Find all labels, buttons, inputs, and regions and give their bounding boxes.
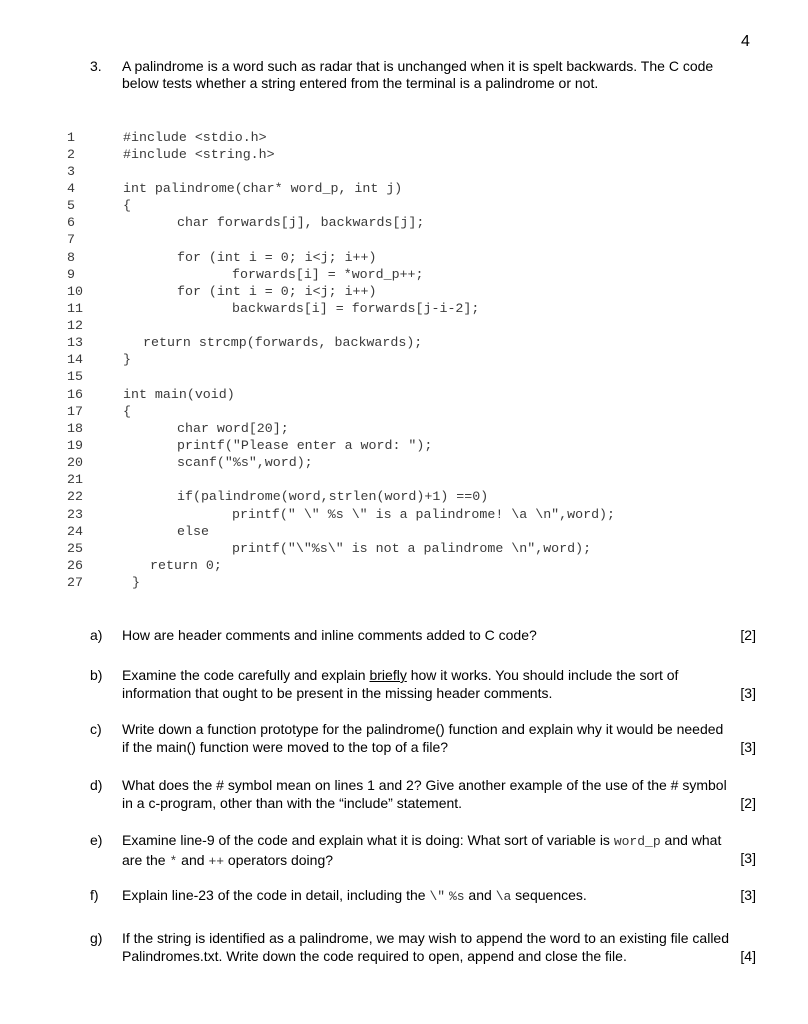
code-text: #include <stdio.h> — [123, 130, 267, 145]
code-text: printf("\"%s\" is not a palindrome \n",word); — [232, 541, 592, 556]
part-letter: b) — [90, 667, 103, 683]
part-letter: e) — [90, 832, 103, 848]
code-text: int main(void) — [123, 387, 235, 402]
inline-code: %s — [448, 889, 465, 904]
line-number: 26 — [67, 558, 83, 573]
code-text: return 0; — [150, 558, 222, 573]
part-text: Examine the code carefully and explain briefly how it works. You should include the sort of information that ought to be present in the missing header comments. — [122, 667, 679, 701]
code-text: #include <string.h> — [123, 147, 275, 162]
line-number: 4 — [67, 181, 75, 196]
line-number: 17 — [67, 404, 83, 419]
line-number: 24 — [67, 524, 83, 539]
line-number: 6 — [67, 215, 75, 230]
code-text: scanf("%s",word); — [177, 455, 313, 470]
part-text: Explain line-23 of the code in detail, including the \" %s and \a sequences. — [122, 887, 587, 904]
line-number: 25 — [67, 541, 83, 556]
line-number: 9 — [67, 267, 75, 282]
question-number: 3. — [90, 58, 102, 74]
code-text: { — [123, 404, 131, 419]
part-marks: [3] — [740, 887, 756, 903]
code-text: backwards[i] = forwards[j-i-2]; — [232, 301, 480, 316]
line-number: 11 — [67, 301, 83, 316]
inline-code: \a — [495, 889, 512, 904]
code-text: int palindrome(char* word_p, int j) — [123, 181, 403, 196]
part-marks: [3] — [740, 739, 756, 755]
line-number: 8 — [67, 250, 75, 265]
line-number: 21 — [67, 472, 83, 487]
line-number: 7 — [67, 232, 75, 247]
inline-code: * — [169, 854, 178, 869]
code-text: { — [123, 198, 131, 213]
part-marks: [2] — [740, 627, 756, 643]
part-text: What does the # symbol mean on lines 1 and 2? Give another example of the use of the # symbol in a c-program, other than with the “include” statement. — [122, 777, 727, 811]
question-intro: A palindrome is a word such as radar that is unchanged when it is spelt backwards. The C code below tests whether a string entered from the terminal is a palindrome or not. — [122, 58, 714, 91]
line-number: 22 — [67, 489, 83, 504]
line-number: 12 — [67, 318, 83, 333]
code-text: forwards[i] = *word_p++; — [232, 267, 424, 282]
line-number: 3 — [67, 164, 75, 179]
line-number: 16 — [67, 387, 83, 402]
part-text: How are header comments and inline comments added to C code? — [122, 627, 537, 643]
line-number: 13 — [67, 335, 83, 350]
line-number: 5 — [67, 198, 75, 213]
inline-code: ++ — [208, 854, 225, 869]
code-text: printf(" \" %s \" is a palindrome! \a \n",word); — [232, 507, 616, 522]
part-letter: c) — [90, 721, 102, 737]
code-text: } — [132, 575, 140, 590]
page-number: 4 — [741, 33, 750, 50]
part-marks: [2] — [740, 795, 756, 811]
line-number: 18 — [67, 421, 83, 436]
part-marks: [3] — [740, 850, 756, 866]
line-number: 15 — [67, 369, 83, 384]
line-number: 14 — [67, 352, 83, 367]
part-letter: a) — [90, 627, 103, 643]
code-text: else — [177, 524, 209, 539]
part-marks: [3] — [740, 685, 756, 701]
line-number: 20 — [67, 455, 83, 470]
code-text: if(palindrome(word,strlen(word)+1) ==0) — [177, 489, 489, 504]
line-number: 19 — [67, 438, 83, 453]
line-number: 27 — [67, 575, 83, 590]
part-text: Examine line-9 of the code and explain what it is doing: What sort of variable is word_p and what are the * and ++ operators doing? — [122, 832, 722, 869]
part-text: Write down a function prototype for the palindrome() function and explain why it would be needed if the main() function were moved to the top of a file? — [122, 721, 724, 755]
code-text: char word[20]; — [177, 421, 289, 436]
code-text: return strcmp(forwards, backwards); — [143, 335, 423, 350]
part-text: If the string is identified as a palindrome, we may wish to append the word to an existing file called Palindromes.txt. Write down the code required to open, append and close the file. — [122, 930, 729, 964]
code-text: for (int i = 0; i<j; i++) — [177, 250, 377, 265]
underlined-word: briefly — [369, 667, 407, 683]
code-text: for (int i = 0; i<j; i++) — [177, 284, 377, 299]
line-number: 1 — [67, 130, 75, 145]
part-letter: g) — [90, 930, 103, 946]
inline-code: \" — [429, 889, 446, 904]
code-text: printf("Please enter a word: "); — [177, 438, 433, 453]
inline-code: word_p — [613, 834, 661, 849]
part-marks: [4] — [740, 948, 756, 964]
part-letter: d) — [90, 777, 103, 793]
line-number: 10 — [67, 284, 83, 299]
line-number: 23 — [67, 507, 83, 522]
code-text: } — [123, 352, 131, 367]
part-letter: f) — [90, 887, 99, 903]
code-text: char forwards[j], backwards[j]; — [177, 215, 425, 230]
line-number: 2 — [67, 147, 75, 162]
